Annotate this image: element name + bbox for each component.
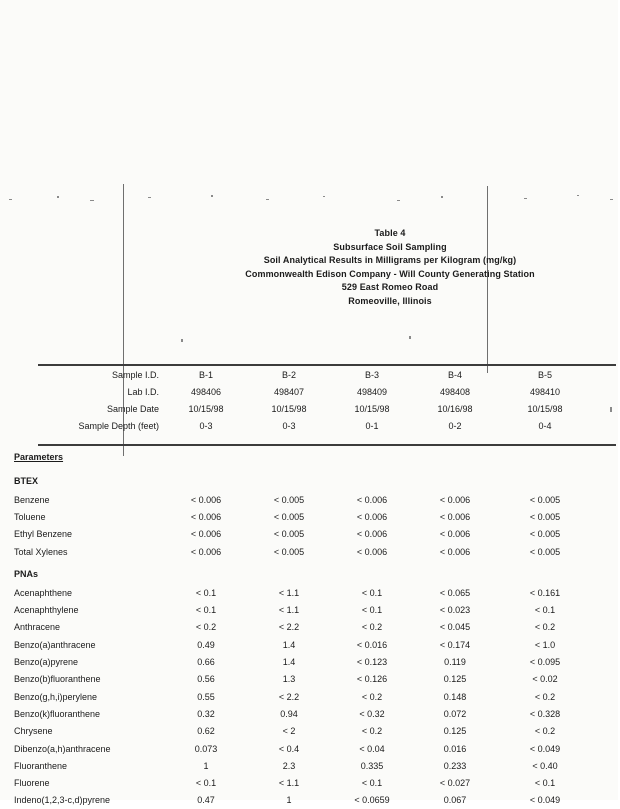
scan-artifact xyxy=(57,196,59,198)
parameter-value: < 0.005 xyxy=(529,511,561,522)
parameter-name: Chrysene xyxy=(14,726,53,737)
parameter-value: < 0.40 xyxy=(532,760,558,771)
parameter-value: < 0.005 xyxy=(529,529,561,540)
parameter-row xyxy=(0,543,618,560)
report-units-line: Soil Analytical Results in Milligrams per Kilogram (mg/kg) xyxy=(263,255,517,266)
header-row-value: 10/15/98 xyxy=(188,403,224,414)
parameter-name: Toluene xyxy=(14,511,46,522)
parameter-value: < 0.045 xyxy=(439,622,471,633)
parameter-value: < 0.2 xyxy=(534,726,556,737)
parameter-value: < 2.2 xyxy=(278,622,300,633)
parameters-heading: Parameters xyxy=(14,452,64,462)
table-header-rows xyxy=(0,366,618,434)
parameter-value: < 0.006 xyxy=(439,511,471,522)
parameter-value: 0.016 xyxy=(443,743,467,754)
parameter-row xyxy=(0,491,618,508)
parameter-value: < 1.1 xyxy=(278,587,300,598)
parameter-value: 0.233 xyxy=(443,760,467,771)
header-row-value: B-2 xyxy=(281,369,296,380)
parameter-name: Anthracene xyxy=(14,622,61,633)
parameter-value: 0.62 xyxy=(197,726,215,737)
parameter-value: < 0.006 xyxy=(356,546,388,557)
parameter-value: < 0.1 xyxy=(361,587,383,598)
parameter-value: < 0.005 xyxy=(273,529,305,540)
table-number: Table 4 xyxy=(374,228,406,238)
parameter-value: < 0.027 xyxy=(439,778,471,789)
parameter-value: < 2 xyxy=(282,726,296,737)
parameter-value: < 0.2 xyxy=(361,726,383,737)
parameter-row xyxy=(0,723,618,740)
header-row-value: B-3 xyxy=(364,369,379,380)
header-row-value: 10/15/98 xyxy=(354,403,390,414)
header-row-value: 498410 xyxy=(529,386,561,397)
parameter-row xyxy=(0,636,618,653)
parameter-value: < 1.0 xyxy=(534,639,556,650)
header-row-value: 498406 xyxy=(190,386,222,397)
parameter-name: Indeno(1,2,3-c,d)pyrene xyxy=(14,795,111,806)
parameter-value: 0.067 xyxy=(443,795,467,806)
parameter-value: < 0.1 xyxy=(534,778,556,789)
parameter-name: Benzo(k)fluoranthene xyxy=(14,708,101,719)
parameter-value: < 0.2 xyxy=(195,622,217,633)
table-header-row xyxy=(0,383,618,400)
parameter-row xyxy=(0,508,618,525)
header-row-label: Sample Date xyxy=(106,403,159,414)
table-header-row xyxy=(0,417,618,434)
parameter-value: < 0.174 xyxy=(439,639,471,650)
parameter-value: 0.335 xyxy=(360,760,384,771)
parameter-value: 0.49 xyxy=(197,639,215,650)
scan-artifact xyxy=(9,199,12,200)
header-row-label: Sample I.D. xyxy=(111,369,159,380)
parameter-value: < 0.005 xyxy=(273,546,305,557)
parameter-name: Acenaphthene xyxy=(14,587,73,598)
parameter-value: < 0.006 xyxy=(190,511,222,522)
parameter-value: < 2.2 xyxy=(278,691,300,702)
results-table xyxy=(0,366,618,809)
parameter-value: < 0.2 xyxy=(534,691,556,702)
parameter-value: < 0.02 xyxy=(532,674,558,685)
header-row-value: 10/16/98 xyxy=(437,403,473,414)
parameter-row xyxy=(0,740,618,757)
scan-artifact xyxy=(409,336,411,339)
parameter-value: < 0.095 xyxy=(529,657,561,668)
scan-artifact xyxy=(148,197,151,198)
parameter-value: < 0.126 xyxy=(356,674,388,685)
parameter-value: 1.4 xyxy=(282,657,296,668)
table-sections xyxy=(0,476,618,809)
header-row-value: 0-3 xyxy=(282,420,296,431)
parameter-value: 1.3 xyxy=(282,674,296,685)
parameter-value: < 1.1 xyxy=(278,605,300,616)
parameter-value: < 0.1 xyxy=(534,605,556,616)
parameter-row xyxy=(0,774,618,791)
parameter-name: Ethyl Benzene xyxy=(14,529,73,540)
parameter-value: 1.4 xyxy=(282,639,296,650)
parameter-name: Benzo(a)anthracene xyxy=(14,639,96,650)
scan-artifact xyxy=(397,200,400,201)
parameter-value: < 0.006 xyxy=(190,529,222,540)
parameter-value: < 0.1 xyxy=(361,778,383,789)
scan-artifact xyxy=(441,196,443,198)
parameter-name: Benzo(b)fluoranthene xyxy=(14,674,101,685)
parameter-value: < 0.006 xyxy=(356,529,388,540)
parameter-value: 1 xyxy=(203,760,209,771)
header-row-value: 0-3 xyxy=(199,420,213,431)
parameter-row xyxy=(0,526,618,543)
parameter-value: < 0.1 xyxy=(195,587,217,598)
header-row-value: B-1 xyxy=(198,369,213,380)
header-row-label: Lab I.D. xyxy=(127,386,159,397)
parameter-value: 0.47 xyxy=(197,795,215,806)
parameter-value: 0.119 xyxy=(444,657,466,668)
scan-artifact xyxy=(524,198,527,199)
scan-artifact xyxy=(90,200,94,201)
header-row-value: 10/15/98 xyxy=(527,403,563,414)
parameter-value: 2.3 xyxy=(282,760,296,771)
scan-artifact xyxy=(181,339,183,342)
header-row-value: B-5 xyxy=(537,369,552,380)
parameter-value: < 0.049 xyxy=(529,795,561,806)
table-header-row xyxy=(0,400,618,417)
header-row-value: 10/15/98 xyxy=(271,403,307,414)
parameter-value: < 0.006 xyxy=(190,546,222,557)
parameter-value: < 0.1 xyxy=(195,778,217,789)
header-row-value: 498409 xyxy=(356,386,388,397)
parameter-value: 0.66 xyxy=(197,657,215,668)
header-row-value: 0-4 xyxy=(538,420,552,431)
parameter-name: Benzo(a)pyrene xyxy=(14,657,79,668)
section-rows xyxy=(0,491,618,560)
parameter-value: 1 xyxy=(286,795,292,806)
parameter-value: < 0.005 xyxy=(529,546,561,557)
parameter-value: 0.55 xyxy=(197,691,215,702)
header-row-value: 0-2 xyxy=(448,420,462,431)
parameter-value: < 0.1 xyxy=(361,605,383,616)
parameter-value: < 0.04 xyxy=(359,743,385,754)
section-rows xyxy=(0,584,618,809)
parameter-row xyxy=(0,757,618,774)
section-heading: PNAs xyxy=(14,569,39,580)
scan-artifact xyxy=(577,195,579,196)
section-heading: BTEX xyxy=(14,476,39,486)
parameter-value: < 0.006 xyxy=(356,511,388,522)
parameter-name: Total Xylenes xyxy=(14,546,68,557)
parameter-name: Dibenzo(a,h)anthracene xyxy=(14,743,111,754)
parameter-value: < 0.328 xyxy=(529,708,561,719)
parameter-value: < 0.006 xyxy=(439,529,471,540)
parameter-value: < 1.1 xyxy=(278,778,300,789)
scan-artifact xyxy=(266,199,269,200)
header-row-value: 498408 xyxy=(439,386,471,397)
parameter-value: 0.072 xyxy=(443,708,467,719)
parameter-row xyxy=(0,671,618,688)
parameter-value: < 0.006 xyxy=(439,494,471,505)
parameter-row xyxy=(0,619,618,636)
scan-artifact xyxy=(211,195,213,197)
parameter-value: < 0.049 xyxy=(529,743,561,754)
parameter-value: < 0.123 xyxy=(356,657,388,668)
parameter-row xyxy=(0,705,618,722)
parameter-value: < 0.2 xyxy=(361,622,383,633)
parameter-row xyxy=(0,584,618,601)
parameter-name: Acenaphthylene xyxy=(14,605,79,616)
parameter-value: < 0.065 xyxy=(439,587,471,598)
parameter-row xyxy=(0,653,618,670)
report-subtitle: Subsurface Soil Sampling xyxy=(333,241,447,252)
parameter-row xyxy=(0,688,618,705)
title-block xyxy=(160,227,620,309)
parameter-name: Benzene xyxy=(14,494,50,505)
parameter-value: < 0.016 xyxy=(356,639,388,650)
header-row-value: 498407 xyxy=(273,386,305,397)
parameter-value: < 0.4 xyxy=(278,743,300,754)
scan-artifact xyxy=(610,199,613,200)
parameter-row xyxy=(0,601,618,618)
parameter-value: 0.32 xyxy=(197,708,215,719)
parameter-value: 0.125 xyxy=(443,726,467,737)
address-line: 529 East Romeo Road xyxy=(341,282,439,293)
parameter-value: 0.94 xyxy=(280,708,298,719)
parameter-value: < 0.005 xyxy=(273,511,305,522)
parameter-value: < 0.2 xyxy=(534,622,556,633)
parameter-name: Fluoranthene xyxy=(14,760,68,771)
parameter-value: < 0.161 xyxy=(529,587,561,598)
parameter-value: < 0.006 xyxy=(439,546,471,557)
parameter-value: 0.148 xyxy=(443,691,467,702)
parameter-value: < 0.2 xyxy=(361,691,383,702)
company-line: Commonwealth Edison Company - Will County Generating Station xyxy=(245,268,535,279)
parameter-value: < 0.005 xyxy=(529,494,561,505)
scan-artifact xyxy=(323,196,325,197)
header-row-value: 0-1 xyxy=(365,420,379,431)
parameter-value: < 0.006 xyxy=(356,494,388,505)
parameter-value: < 0.1 xyxy=(195,605,217,616)
header-row-label: Sample Depth (feet) xyxy=(78,420,159,431)
parameter-name: Fluorene xyxy=(14,778,50,789)
parameter-value: 0.073 xyxy=(194,743,218,754)
parameter-value: < 0.023 xyxy=(439,605,471,616)
table-header-row xyxy=(0,366,618,383)
parameter-name: Benzo(g,h,i)perylene xyxy=(14,691,98,702)
city-line: Romeoville, Illinois xyxy=(348,295,432,306)
parameter-row xyxy=(0,792,618,809)
parameter-value: < 0.32 xyxy=(359,708,385,719)
parameter-value: < 0.005 xyxy=(273,494,305,505)
parameter-value: < 0.0659 xyxy=(354,795,390,806)
parameter-value: 0.125 xyxy=(443,674,467,685)
parameter-value: 0.56 xyxy=(197,674,215,685)
parameter-value: < 0.006 xyxy=(190,494,222,505)
header-row-value: B-4 xyxy=(447,369,462,380)
